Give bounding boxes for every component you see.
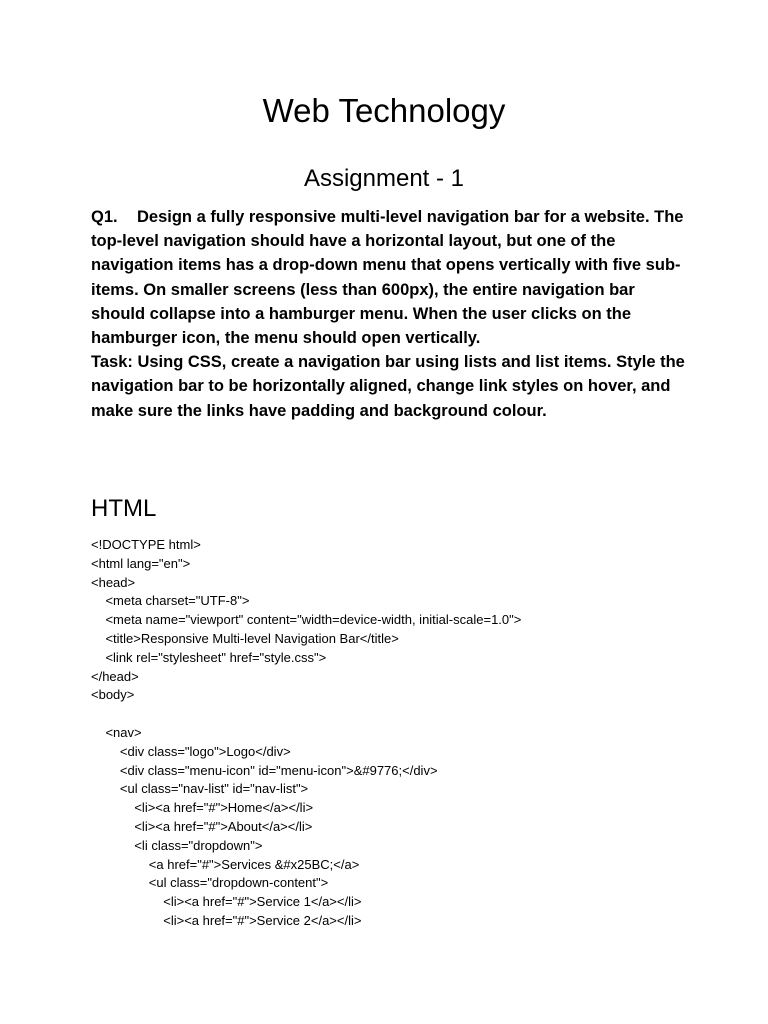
code-line: <meta charset="UTF-8"> [91,593,250,609]
html-code-block [91,536,731,931]
code-line: <a href="#">Services &#x25BC;</a> [91,856,360,872]
question-text: Design a fully responsive multi-level navigation bar for a website. The top-level navigation should have a horizontal layout, but one of the navigation items has a drop-down menu that opens vertically with five sub-items. On smaller screens (less than 600px), the entire navigation bar should collapse into a hamburger menu. When the user clicks on the hamburger icon, the menu should open vertically. [91,208,684,348]
code-line: <li class="dropdown"> [91,837,263,853]
task-paragraph: Task: Using CSS, create a navigation bar using lists and list items. Style the navigation bar to be horizontally aligned, change link styles on hover, and make sure the links have padding and background colour. [91,353,685,420]
code-line [91,705,731,724]
code-line: <!DOCTYPE html> [91,537,201,552]
code-line: <li><a href="#">Service 2</a></li> [91,912,362,928]
question-block [91,205,691,423]
question-paragraph [91,205,691,350]
assignment-subtitle: Assignment - 1 [303,165,465,192]
code-line: <li><a href="#">Home</a></li> [91,800,314,816]
question-number: Q1. [91,208,118,226]
code-line: <head> [91,574,136,590]
code-line: </head> [91,668,139,684]
code-line: <div class="logo">Logo</div> [91,743,291,759]
code-line: <html lang="en"> [91,555,191,571]
code-line: <body> [91,687,135,703]
html-section-heading: HTML [91,495,157,522]
code-line: <div class="menu-icon" id="menu-icon">&#9776;</div> [91,762,438,778]
code-line: <ul class="dropdown-content"> [91,875,329,891]
code-line: <title>Responsive Multi-level Navigation Bar</title> [91,630,399,646]
document-title: Web Technology [262,92,506,129]
code-line: <li><a href="#">Service 1</a></li> [91,894,362,910]
code-line: <meta name="viewport" content="width=device-width, initial-scale=1.0"> [91,612,522,628]
code-line: <li><a href="#">About</a></li> [91,818,313,834]
code-line: <link rel="stylesheet" href="style.css"> [91,649,327,665]
code-line: <nav> [91,724,142,740]
code-line: <ul class="nav-list" id="nav-list"> [91,781,309,797]
